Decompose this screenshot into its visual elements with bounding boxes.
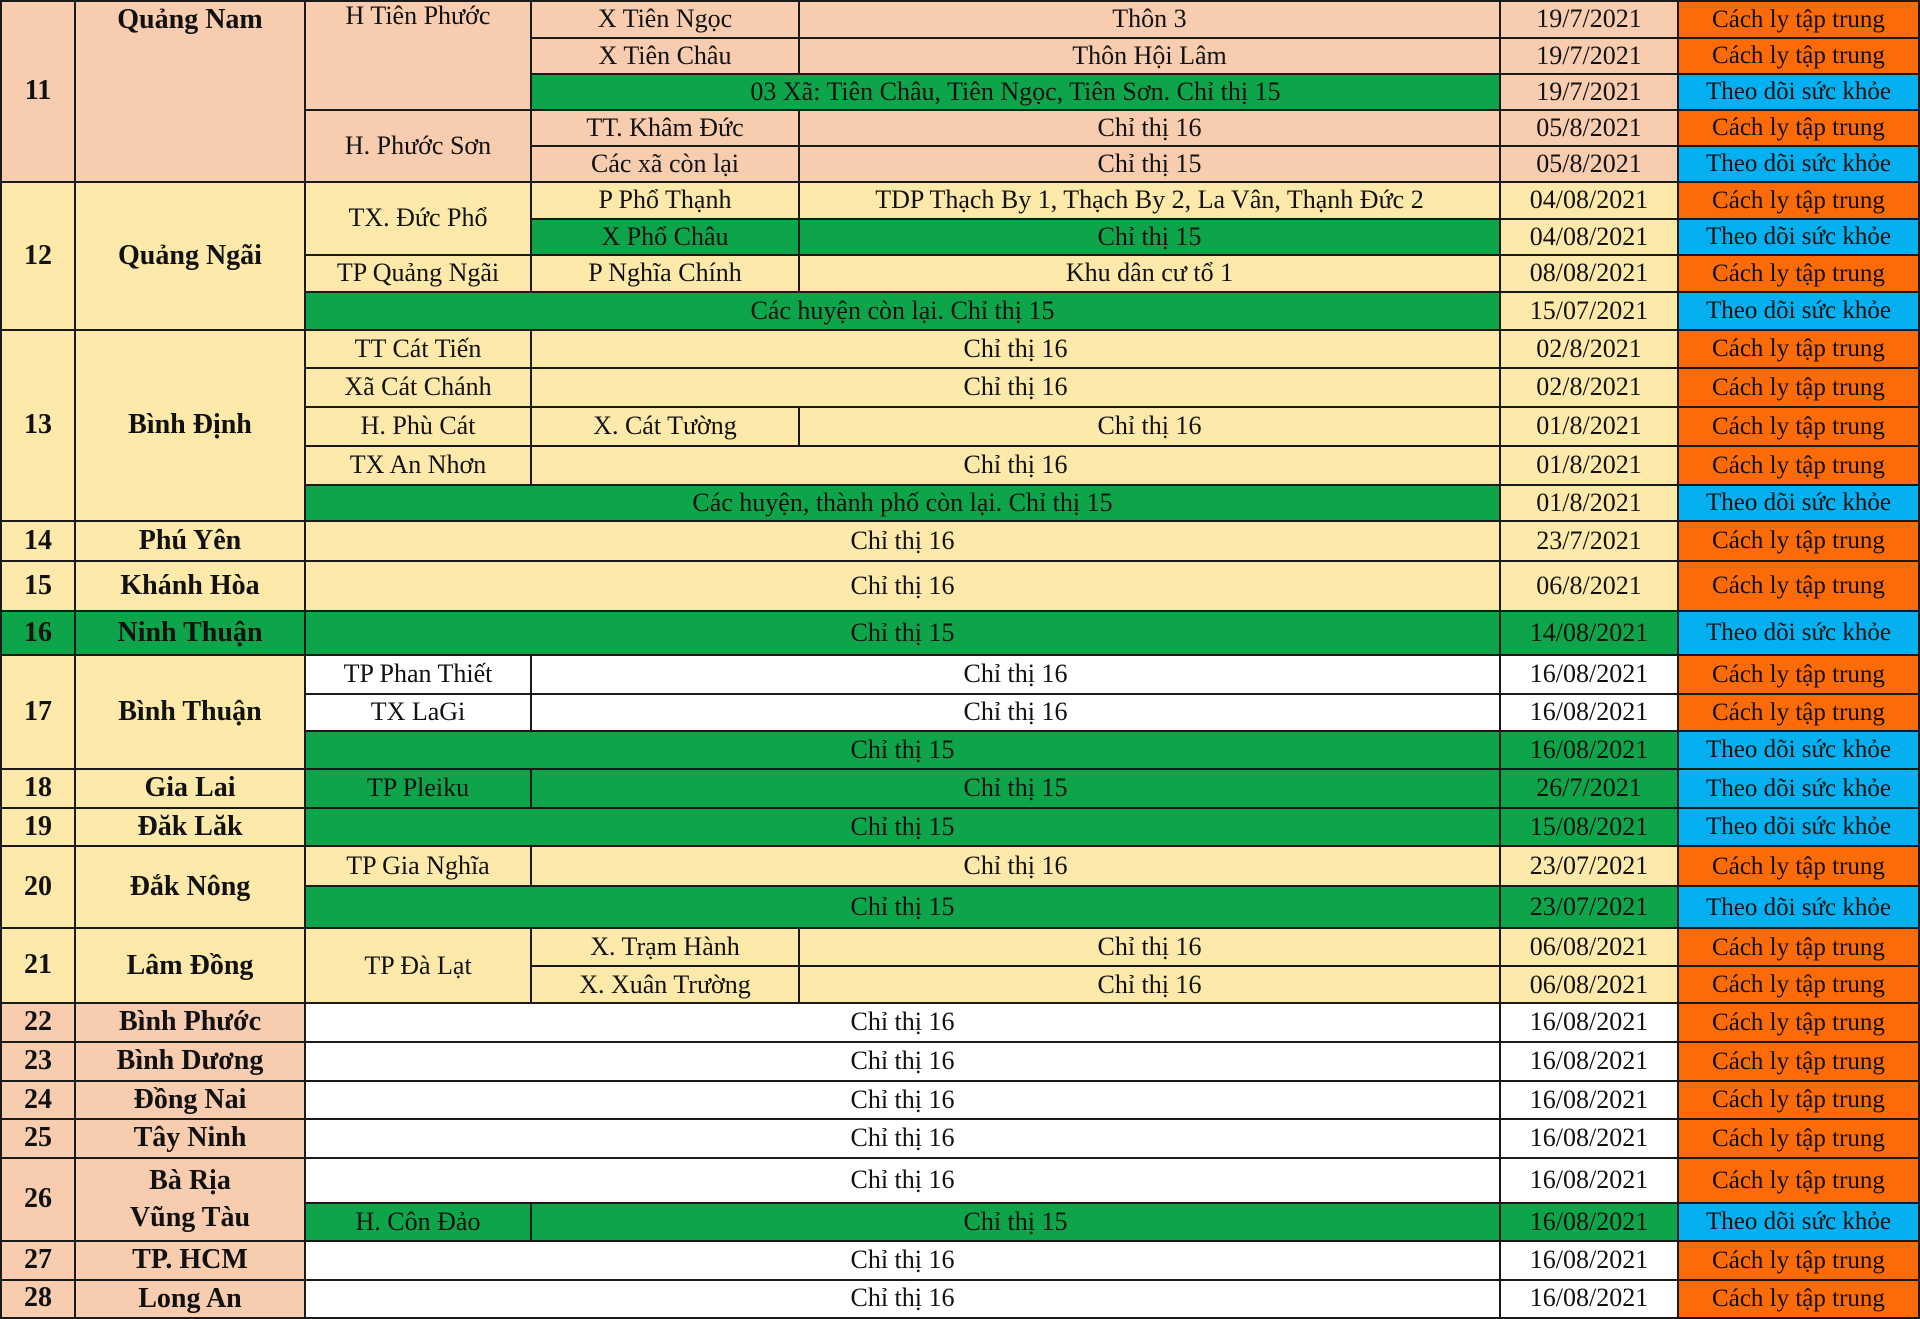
table-cell: X. Trạm Hành bbox=[531, 928, 799, 966]
measure-cell-quarantine: Cách ly tập trung bbox=[1678, 1280, 1919, 1318]
table-cell: Chỉ thị 15 bbox=[799, 219, 1500, 255]
measure-cell-quarantine: Cách ly tập trung bbox=[1678, 1081, 1919, 1119]
table-cell: Chỉ thị 16 bbox=[305, 1042, 1500, 1081]
province-cell: Bình Định bbox=[75, 330, 305, 521]
table-cell: Chỉ thị 15 bbox=[305, 731, 1500, 769]
province-cell: Lâm Đồng bbox=[75, 928, 305, 1003]
measure-cell-quarantine: Cách ly tập trung bbox=[1678, 1, 1919, 38]
table-cell: 15/08/2021 bbox=[1500, 808, 1678, 846]
table-cell: TP Gia Nghĩa bbox=[305, 846, 531, 886]
province-cell: Đăk Lăk bbox=[75, 808, 305, 846]
table-row bbox=[1, 1, 1919, 38]
table-cell: Khu dân cư tổ 1 bbox=[799, 255, 1500, 292]
measure-cell-health-monitoring: Theo dõi sức khỏe bbox=[1678, 1203, 1919, 1241]
table-cell: 05/8/2021 bbox=[1500, 110, 1678, 146]
row-number-cell: 17 bbox=[1, 655, 75, 769]
measure-cell-quarantine: Cách ly tập trung bbox=[1678, 255, 1919, 292]
table-cell: H. Côn Đảo bbox=[305, 1203, 531, 1241]
table-cell: Chỉ thị 15 bbox=[305, 611, 1500, 655]
province-cell: Quảng Ngãi bbox=[75, 182, 305, 330]
measure-cell-health-monitoring: Theo dõi sức khỏe bbox=[1678, 219, 1919, 255]
row-number-cell: 25 bbox=[1, 1119, 75, 1158]
row-number-cell: 26 bbox=[1, 1158, 75, 1241]
table-cell: 03 Xã: Tiên Châu, Tiên Ngọc, Tiên Sơn. Chỉ thị 15 bbox=[531, 74, 1500, 110]
province-cell: Bà Rịa Vũng Tàu bbox=[75, 1158, 305, 1241]
table-cell: TX An Nhơn bbox=[305, 446, 531, 485]
row-number-cell: 23 bbox=[1, 1042, 75, 1081]
table-cell: Chỉ thị 16 bbox=[531, 368, 1500, 407]
measure-cell-quarantine: Cách ly tập trung bbox=[1678, 561, 1919, 611]
table-cell: 16/08/2021 bbox=[1500, 1158, 1678, 1203]
table-cell: Chỉ thị 16 bbox=[531, 846, 1500, 886]
table-cell: 04/08/2021 bbox=[1500, 219, 1678, 255]
table-cell: Các huyện, thành phố còn lại. Chỉ thị 15 bbox=[305, 485, 1500, 521]
measure-cell-health-monitoring: Theo dõi sức khỏe bbox=[1678, 808, 1919, 846]
table-row bbox=[1, 928, 1919, 966]
table-cell: Chỉ thị 16 bbox=[531, 446, 1500, 485]
table-cell: Thôn Hội Lâm bbox=[799, 38, 1500, 74]
table-cell: TP Pleiku bbox=[305, 769, 531, 808]
table-cell: Các huyện còn lại. Chỉ thị 15 bbox=[305, 292, 1500, 330]
row-number-cell: 28 bbox=[1, 1280, 75, 1318]
measure-cell-quarantine: Cách ly tập trung bbox=[1678, 368, 1919, 407]
province-cell: Đồng Nai bbox=[75, 1081, 305, 1119]
row-number-cell: 21 bbox=[1, 928, 75, 1003]
table-row bbox=[1, 521, 1919, 561]
province-cell: Bình Thuận bbox=[75, 655, 305, 769]
table-cell: 23/7/2021 bbox=[1500, 521, 1678, 561]
table-cell: 06/8/2021 bbox=[1500, 561, 1678, 611]
table-cell: 08/08/2021 bbox=[1500, 255, 1678, 292]
table-cell: 16/08/2021 bbox=[1500, 655, 1678, 694]
table-cell: Chỉ thị 16 bbox=[799, 928, 1500, 966]
table-cell: Xã Cát Chánh bbox=[305, 368, 531, 407]
table-cell: 26/7/2021 bbox=[1500, 769, 1678, 808]
row-number-cell: 13 bbox=[1, 330, 75, 521]
measure-cell-quarantine: Cách ly tập trung bbox=[1678, 966, 1919, 1003]
table-cell: 14/08/2021 bbox=[1500, 611, 1678, 655]
table-cell: Các xã còn lại bbox=[531, 146, 799, 182]
province-cell: Bình Phước bbox=[75, 1003, 305, 1041]
table-cell: Chỉ thị 16 bbox=[531, 330, 1500, 368]
row-number-cell: 14 bbox=[1, 521, 75, 561]
row-number-cell: 27 bbox=[1, 1241, 75, 1279]
measure-cell-health-monitoring: Theo dõi sức khỏe bbox=[1678, 485, 1919, 521]
table-cell: TX. Đức Phổ bbox=[305, 182, 531, 255]
measure-cell-quarantine: Cách ly tập trung bbox=[1678, 1042, 1919, 1081]
table-cell: Chỉ thị 16 bbox=[305, 1280, 1500, 1318]
table-cell: TP Đà Lạt bbox=[305, 928, 531, 1003]
table-cell: Chỉ thị 15 bbox=[305, 886, 1500, 928]
table-row bbox=[1, 182, 1919, 219]
province-cell: Quảng Nam bbox=[75, 1, 305, 182]
row-number-cell: 12 bbox=[1, 182, 75, 330]
table-cell: 19/7/2021 bbox=[1500, 74, 1678, 110]
measure-cell-quarantine: Cách ly tập trung bbox=[1678, 38, 1919, 74]
table-cell: TP Quảng Ngãi bbox=[305, 255, 531, 292]
measure-cell-health-monitoring: Theo dõi sức khỏe bbox=[1678, 74, 1919, 110]
table-cell: 01/8/2021 bbox=[1500, 407, 1678, 446]
table-cell: X Tiên Ngọc bbox=[531, 1, 799, 38]
measure-cell-quarantine: Cách ly tập trung bbox=[1678, 446, 1919, 485]
table-row bbox=[1, 561, 1919, 611]
row-number-cell: 19 bbox=[1, 808, 75, 846]
table-cell: 16/08/2021 bbox=[1500, 1081, 1678, 1119]
measure-cell-quarantine: Cách ly tập trung bbox=[1678, 1003, 1919, 1041]
table-cell: 04/08/2021 bbox=[1500, 182, 1678, 219]
table-cell: Chỉ thị 15 bbox=[531, 1203, 1500, 1241]
table-row bbox=[1, 1003, 1919, 1041]
table-cell: X. Xuân Trường bbox=[531, 966, 799, 1003]
table-cell: 16/08/2021 bbox=[1500, 1280, 1678, 1318]
table-row bbox=[1, 330, 1919, 368]
table-cell: Chỉ thị 16 bbox=[531, 655, 1500, 694]
table-cell: Chỉ thị 16 bbox=[799, 110, 1500, 146]
table-cell: 06/08/2021 bbox=[1500, 966, 1678, 1003]
measure-cell-health-monitoring: Theo dõi sức khỏe bbox=[1678, 146, 1919, 182]
table-row bbox=[1, 1081, 1919, 1119]
row-number-cell: 24 bbox=[1, 1081, 75, 1119]
table-cell: 23/07/2021 bbox=[1500, 886, 1678, 928]
table-row bbox=[1, 1158, 1919, 1203]
table-cell: Chỉ thị 16 bbox=[305, 1003, 1500, 1041]
table-cell: H. Phù Cát bbox=[305, 407, 531, 446]
table-cell: TT Cát Tiến bbox=[305, 330, 531, 368]
table-row bbox=[1, 1241, 1919, 1279]
table-cell: Chỉ thị 15 bbox=[305, 808, 1500, 846]
table-row bbox=[1, 769, 1919, 808]
table-cell: Chỉ thị 15 bbox=[799, 146, 1500, 182]
table-row bbox=[1, 611, 1919, 655]
measure-cell-quarantine: Cách ly tập trung bbox=[1678, 1158, 1919, 1203]
row-number-cell: 11 bbox=[1, 1, 75, 182]
measure-cell-quarantine: Cách ly tập trung bbox=[1678, 407, 1919, 446]
table-cell: 15/07/2021 bbox=[1500, 292, 1678, 330]
row-number-cell: 15 bbox=[1, 561, 75, 611]
table-cell: 05/8/2021 bbox=[1500, 146, 1678, 182]
table-cell: Chỉ thị 15 bbox=[531, 769, 1500, 808]
table-cell: P Phổ Thạnh bbox=[531, 182, 799, 219]
table-cell: TDP Thạch By 1, Thạch By 2, La Vân, Thạnh Đức 2 bbox=[799, 182, 1500, 219]
table-row bbox=[1, 808, 1919, 846]
table-cell: H Tiên Phước bbox=[305, 1, 531, 110]
province-cell: Gia Lai bbox=[75, 769, 305, 808]
measure-cell-health-monitoring: Theo dõi sức khỏe bbox=[1678, 611, 1919, 655]
table-row bbox=[1, 1280, 1919, 1318]
measure-cell-quarantine: Cách ly tập trung bbox=[1678, 928, 1919, 966]
measure-cell-quarantine: Cách ly tập trung bbox=[1678, 330, 1919, 368]
table-cell: Thôn 3 bbox=[799, 1, 1500, 38]
measure-cell-quarantine: Cách ly tập trung bbox=[1678, 694, 1919, 731]
table-cell: 16/08/2021 bbox=[1500, 694, 1678, 731]
measure-cell-health-monitoring: Theo dõi sức khỏe bbox=[1678, 769, 1919, 808]
table-cell: 01/8/2021 bbox=[1500, 446, 1678, 485]
table-cell: Chỉ thị 16 bbox=[305, 1158, 1500, 1203]
province-cell: Ninh Thuận bbox=[75, 611, 305, 655]
measure-cell-quarantine: Cách ly tập trung bbox=[1678, 846, 1919, 886]
table-cell: P Nghĩa Chính bbox=[531, 255, 799, 292]
measure-cell-health-monitoring: Theo dõi sức khỏe bbox=[1678, 292, 1919, 330]
measure-cell-quarantine: Cách ly tập trung bbox=[1678, 1119, 1919, 1158]
table-cell: Chỉ thị 16 bbox=[799, 407, 1500, 446]
table-cell: Chỉ thị 16 bbox=[305, 1241, 1500, 1279]
province-cell: TP. HCM bbox=[75, 1241, 305, 1279]
province-cell: Đắk Nông bbox=[75, 846, 305, 928]
table-row bbox=[1, 1042, 1919, 1081]
table-cell: 16/08/2021 bbox=[1500, 1042, 1678, 1081]
table-cell: 19/7/2021 bbox=[1500, 1, 1678, 38]
table-cell: 01/8/2021 bbox=[1500, 485, 1678, 521]
table-cell: TP Phan Thiết bbox=[305, 655, 531, 694]
table-cell: X Phổ Châu bbox=[531, 219, 799, 255]
row-number-cell: 16 bbox=[1, 611, 75, 655]
province-cell: Tây Ninh bbox=[75, 1119, 305, 1158]
province-cell: Long An bbox=[75, 1280, 305, 1318]
measure-cell-quarantine: Cách ly tập trung bbox=[1678, 1241, 1919, 1279]
row-number-cell: 20 bbox=[1, 846, 75, 928]
table-cell: 16/08/2021 bbox=[1500, 1241, 1678, 1279]
table-row bbox=[1, 846, 1919, 886]
measure-cell-quarantine: Cách ly tập trung bbox=[1678, 182, 1919, 219]
province-cell: Khánh Hòa bbox=[75, 561, 305, 611]
table-cell: H. Phước Sơn bbox=[305, 110, 531, 182]
table-cell: Chỉ thị 16 bbox=[799, 966, 1500, 1003]
table-cell: 02/8/2021 bbox=[1500, 368, 1678, 407]
table-cell: 19/7/2021 bbox=[1500, 38, 1678, 74]
measure-cell-quarantine: Cách ly tập trung bbox=[1678, 655, 1919, 694]
table-cell: Chỉ thị 16 bbox=[305, 1081, 1500, 1119]
row-number-cell: 22 bbox=[1, 1003, 75, 1041]
measure-cell-quarantine: Cách ly tập trung bbox=[1678, 110, 1919, 146]
table-row bbox=[1, 1119, 1919, 1158]
table-cell: 16/08/2021 bbox=[1500, 1203, 1678, 1241]
table-cell: Chỉ thị 16 bbox=[531, 694, 1500, 731]
table-cell: 23/07/2021 bbox=[1500, 846, 1678, 886]
table-cell: 16/08/2021 bbox=[1500, 1119, 1678, 1158]
table-cell: X. Cát Tường bbox=[531, 407, 799, 446]
table-cell: 16/08/2021 bbox=[1500, 1003, 1678, 1041]
table-cell: TT. Khâm Đức bbox=[531, 110, 799, 146]
table-cell: Chỉ thị 16 bbox=[305, 521, 1500, 561]
table-cell: 06/08/2021 bbox=[1500, 928, 1678, 966]
measure-cell-health-monitoring: Theo dõi sức khỏe bbox=[1678, 886, 1919, 928]
measure-cell-health-monitoring: Theo dõi sức khỏe bbox=[1678, 731, 1919, 769]
province-cell: Phú Yên bbox=[75, 521, 305, 561]
table-row bbox=[1, 655, 1919, 694]
province-cell: Bình Dương bbox=[75, 1042, 305, 1081]
table-cell: Chỉ thị 16 bbox=[305, 561, 1500, 611]
row-number-cell: 18 bbox=[1, 769, 75, 808]
table-body bbox=[1, 1, 1919, 1318]
measure-cell-quarantine: Cách ly tập trung bbox=[1678, 521, 1919, 561]
table-cell: 02/8/2021 bbox=[1500, 330, 1678, 368]
table-cell: Chỉ thị 16 bbox=[305, 1119, 1500, 1158]
table-cell: TX LaGi bbox=[305, 694, 531, 731]
table-cell: 16/08/2021 bbox=[1500, 731, 1678, 769]
table-cell: X Tiên Châu bbox=[531, 38, 799, 74]
